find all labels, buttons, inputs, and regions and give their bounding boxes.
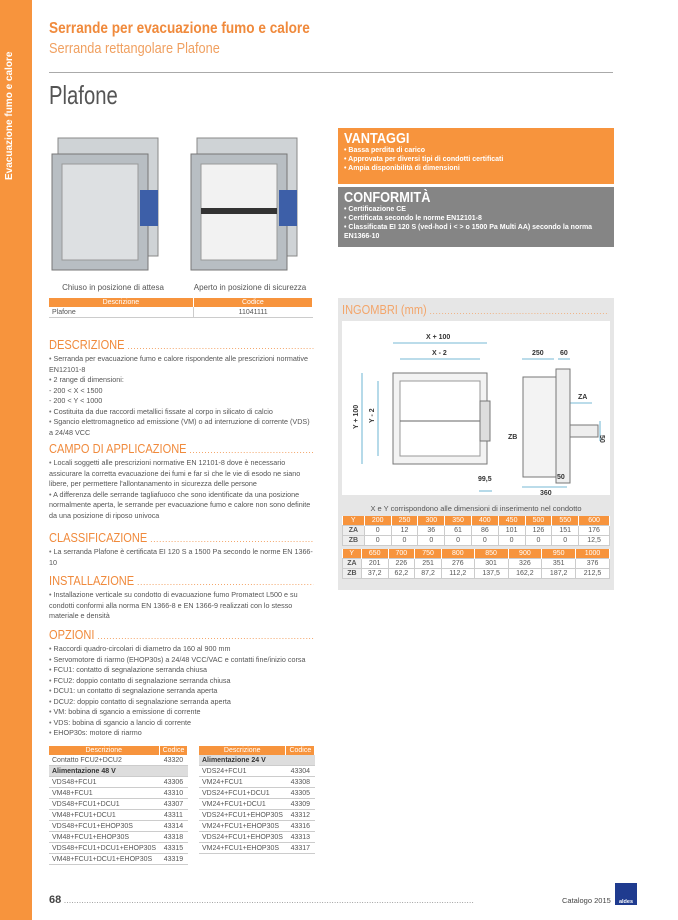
cell: 126 — [525, 526, 552, 536]
cell: 37,2 — [361, 569, 388, 579]
vantaggi-box — [338, 128, 614, 184]
cell: VM24+FCU1+EHOP30S — [199, 821, 286, 832]
cell: 43310 — [159, 788, 188, 799]
table-row — [49, 854, 188, 865]
catalog-label: Catalogo 2015 — [562, 896, 611, 905]
list-item: • 2 range di dimensioni: — [49, 375, 315, 386]
section-title: OPZIONI ..... — [49, 627, 314, 642]
list-item: • Approvata per diversi tipi di condotti certificati — [344, 155, 608, 164]
cell: 0 — [391, 536, 418, 546]
cell: 137,5 — [474, 569, 508, 579]
dimension-note: X e Y corrispondono alle dimensioni di inserimento nel condotto — [370, 504, 582, 513]
header-codice: Codice — [159, 746, 188, 755]
table-row — [49, 810, 188, 821]
y-header: 1000 — [576, 549, 610, 559]
table-row — [343, 526, 610, 536]
cell: 12 — [391, 526, 418, 536]
table-row — [49, 755, 188, 766]
list-item: • Costituita da due raccordi metallici fissate al corpo in silicato di calcio — [49, 407, 315, 418]
page-number: 68 — [49, 894, 62, 906]
cell: 43318 — [159, 832, 188, 843]
sidebar-stripe — [0, 0, 32, 920]
cell: 11041111 — [193, 307, 312, 318]
cell: VDS24+FCU1+DCU1 — [199, 788, 286, 799]
cell: 61 — [445, 526, 472, 536]
cell: VDS24+FCU1+EHOP30S — [199, 810, 286, 821]
cell: 226 — [388, 559, 415, 569]
cell: 43306 — [159, 777, 188, 788]
section-installazione — [49, 573, 315, 622]
box-title: VANTAGGI — [344, 130, 410, 147]
list-item: - 200 < X < 1500 — [49, 385, 103, 395]
cell: 326 — [508, 559, 542, 569]
cell: VDS24+FCU1+EHOP30S — [199, 832, 286, 843]
list-item: • Bassa perdita di carico — [344, 146, 608, 155]
cell: VM24+FCU1+EHOP30S — [199, 843, 286, 854]
group-row — [49, 766, 188, 777]
cell: 162,2 — [508, 569, 542, 579]
product-photo-open — [187, 130, 315, 278]
header-codice: Codice — [193, 298, 312, 307]
table-row — [199, 843, 315, 854]
cell: 12,5 — [579, 536, 610, 546]
cell: ZB — [343, 536, 365, 546]
list-item: • Certificata secondo le norme EN12101-8 — [344, 214, 608, 223]
table-row — [343, 536, 610, 546]
dim-label: ZB — [508, 434, 518, 441]
table-row — [199, 766, 315, 777]
list-item: • Installazione verticale su condotto di evacuazione fumo Promatect L500 e su condotti conformi alla norma EN 1366-8 e EN 1366-9 realizzati con lo stesso materiale e densità — [49, 590, 315, 622]
cell: 86 — [471, 526, 498, 536]
table-row — [199, 799, 315, 810]
cell: 112,2 — [441, 569, 474, 579]
cell: ZA — [343, 526, 365, 536]
list-item: • VM: bobina di sgancio a emissione di corrente — [49, 707, 315, 718]
cell: Contatto FCU2+DCU2 — [49, 755, 159, 766]
subtitle: Serranda rettangolare Plafone — [49, 40, 220, 57]
dim-label: ZA — [578, 394, 588, 401]
y-header: Y — [343, 549, 362, 559]
table-row — [199, 821, 315, 832]
cell: 36 — [418, 526, 445, 536]
cell: VDS48+FCU1+EHOP30S — [49, 821, 159, 832]
table-row — [49, 307, 313, 318]
table-row — [199, 788, 315, 799]
cell: 43309 — [286, 799, 315, 810]
header-descrizione: Descrizione — [49, 298, 193, 307]
y-header: 800 — [441, 549, 474, 559]
y-header: 250 — [391, 516, 418, 526]
cell: 62,2 — [388, 569, 415, 579]
cell: 43315 — [159, 843, 188, 854]
list-item: • Servomotore di riarmo (EHOP30s) a 24/48 VCC/VAC e contatti fine/inizio corsa — [49, 655, 315, 666]
cell: 212,5 — [576, 569, 610, 579]
caption-open: Aperto in posizione di sicurezza — [193, 283, 307, 292]
table-row — [49, 788, 188, 799]
conformita-box — [338, 187, 614, 247]
list-item: • DCU1: un contatto di segnalazione serranda aperta — [49, 686, 315, 697]
dim-label: 360 — [540, 490, 552, 495]
y-header: 400 — [471, 516, 498, 526]
list-item: • VDS: bobina di sgancio a lancio di corrente — [49, 718, 315, 729]
cell: 151 — [552, 526, 579, 536]
cell: VM24+FCU1+DCU1 — [199, 799, 286, 810]
dim-label: 50 — [557, 474, 565, 481]
section-title: DESCRIZIONE ..... — [49, 337, 314, 352]
list-item: • DCU2: doppio contatto di segnalazione serranda aperta — [49, 697, 315, 708]
y-header: 650 — [361, 549, 388, 559]
section-opzioni — [49, 627, 315, 739]
y-header: 550 — [552, 516, 579, 526]
cell: 187,2 — [542, 569, 576, 579]
cell: 43320 — [159, 755, 188, 766]
cell: 0 — [552, 536, 579, 546]
dim-label: 250 — [532, 350, 544, 357]
caption-closed: Chiuso in posizione di attesa — [62, 283, 164, 292]
cell: VM48+FCU1+DCU1 — [49, 810, 159, 821]
cell: 201 — [361, 559, 388, 569]
header-codice: Codice — [286, 746, 315, 755]
cell: VDS24+FCU1 — [199, 766, 286, 777]
product-photo-closed — [48, 130, 176, 278]
section-title: CLASSIFICAZIONE ..... — [49, 530, 314, 545]
divider — [49, 72, 613, 73]
list-item: • FCU1: contatto di segnalazione serranda chiusa — [49, 665, 315, 676]
y-header: Y — [343, 516, 365, 526]
cell: 351 — [542, 559, 576, 569]
cell: 43308 — [286, 777, 315, 788]
y-header: 700 — [388, 549, 415, 559]
list-item: • Serranda per evacuazione fumo e calore rispondente alle prescrizioni normative EN12101-8 — [49, 354, 315, 375]
cell: Plafone — [49, 307, 193, 318]
options-table-24v — [199, 746, 315, 854]
dim-label: 99,5 — [478, 476, 492, 483]
cell: 43304 — [286, 766, 315, 777]
list-item: • Sgancio elettromagnetico ad emissione (VM) o ad interruzione di corrente (VDS) a 24/48 VCC — [49, 417, 315, 438]
table-row — [49, 777, 188, 788]
y-header: 950 — [542, 549, 576, 559]
y-header: 200 — [364, 516, 391, 526]
table-row — [343, 559, 610, 569]
list-item: • A differenza delle serrande tagliafuoco che sono identificate da una posizione normalmente aperta, le serrande per evacuazione fumo e calore non sono definite da una posizione di riposo univoca — [49, 490, 315, 522]
y-header: 600 — [579, 516, 610, 526]
dim-label: Y - 2 — [369, 408, 376, 423]
cell: VM48+FCU1+EHOP30S — [49, 832, 159, 843]
cell: 0 — [445, 536, 472, 546]
section-campo — [49, 441, 315, 521]
list-item: • Locali soggetti alle prescrizioni normative EN 12101-8 dove è necessario assicurare la corretta evacuazione dei fumi e far sì che le vie di esodo ne siano libere, per permettere l'allontanamento in sicurezza delle persone — [49, 458, 315, 490]
code-table — [49, 298, 313, 318]
cell: ZA — [343, 559, 362, 569]
cell: 176 — [579, 526, 610, 536]
section-descrizione — [49, 337, 315, 438]
section-title: INGOMBRI (mm) ..... — [342, 302, 609, 317]
table-row — [49, 821, 188, 832]
list-item: • Raccordi quadro-circolari di diametro da 160 al 900 mm — [49, 644, 315, 655]
table-row — [49, 799, 188, 810]
list-item: • Classificata EI 120 S (ved-hod i < > o 1500 Pa Multi AA) secondo la norma EN1366-10 — [344, 223, 608, 241]
cell: 101 — [498, 526, 525, 536]
dimension-drawing — [342, 321, 610, 495]
dim-label: Y + 100 — [353, 404, 360, 429]
cell: 43313 — [286, 832, 315, 843]
cell: 0 — [471, 536, 498, 546]
footer: 68 .................................................................................................................................................................... — [49, 894, 474, 906]
header-descrizione: Descrizione — [49, 746, 159, 755]
list-item: • Certificazione CE — [344, 205, 608, 214]
list-item: • EHOP30s: motore di riarmo — [49, 728, 315, 739]
y-header: 900 — [508, 549, 542, 559]
section-title: CAMPO DI APPLICAZIONE ..... — [49, 441, 314, 456]
section-title: INSTALLAZIONE ..... — [49, 573, 314, 588]
sidebar-label: Evacuazione fumo e calore — [4, 51, 15, 180]
list-item: • FCU2: doppio contatto di segnalazione serranda chiusa — [49, 676, 315, 687]
y-header: 750 — [415, 549, 442, 559]
y-header: 350 — [445, 516, 472, 526]
cell: 251 — [415, 559, 442, 569]
y-header: 850 — [474, 549, 508, 559]
cell: 43317 — [286, 843, 315, 854]
dim-label: 50 — [598, 435, 605, 443]
cell: 0 — [418, 536, 445, 546]
cell: 43314 — [159, 821, 188, 832]
cell: 43316 — [286, 821, 315, 832]
logo-text: aldes — [618, 899, 634, 905]
list-item: - 200 < Y < 1000 — [49, 396, 103, 405]
dim-label: 60 — [560, 350, 568, 357]
options-table-48v — [49, 746, 188, 865]
cell: 43311 — [159, 810, 188, 821]
cell: VM24+FCU1 — [199, 777, 286, 788]
section-classificazione — [49, 530, 315, 568]
list-item: • La serranda Plafone è certificata EI 120 S a 1500 Pa secondo le norme EN 1366-10 — [49, 547, 315, 568]
cell: VDS48+FCU1+DCU1 — [49, 799, 159, 810]
z-table-2 — [342, 549, 610, 579]
cell: 0 — [525, 536, 552, 546]
aldes-logo — [615, 883, 637, 905]
cell: 376 — [576, 559, 610, 569]
group-label: Alimentazione 48 V — [49, 766, 188, 777]
cell: 43305 — [286, 788, 315, 799]
dim-label: X - 2 — [432, 350, 447, 357]
y-header: 300 — [418, 516, 445, 526]
ingombri-panel — [338, 298, 614, 590]
cell: 87,2 — [415, 569, 442, 579]
cell: 0 — [364, 526, 391, 536]
dim-label: X + 100 — [426, 334, 451, 341]
cell: VM48+FCU1 — [49, 788, 159, 799]
cell: 0 — [364, 536, 391, 546]
cell: VM48+FCU1+DCU1+EHOP30S — [49, 854, 159, 865]
group-label: Alimentazione 24 V — [199, 755, 315, 766]
page-title: Plafone — [49, 80, 118, 110]
table-row — [199, 832, 315, 843]
table-row — [199, 810, 315, 821]
table-row — [199, 777, 315, 788]
cell: 43319 — [159, 854, 188, 865]
y-header: 450 — [498, 516, 525, 526]
cell: VDS48+FCU1+DCU1+EHOP30S — [49, 843, 159, 854]
cell: 301 — [474, 559, 508, 569]
box-title: CONFORMITÀ — [344, 189, 431, 206]
cell: 43307 — [159, 799, 188, 810]
table-row — [343, 569, 610, 579]
cell: 276 — [441, 559, 474, 569]
table-row — [49, 832, 188, 843]
table-row — [49, 843, 188, 854]
z-table-1 — [342, 516, 610, 546]
header-descrizione: Descrizione — [199, 746, 286, 755]
cell: ZB — [343, 569, 362, 579]
list-item: • Ampia disponibilità di dimensioni — [344, 164, 608, 173]
cell: 43312 — [286, 810, 315, 821]
cell: 0 — [498, 536, 525, 546]
y-header: 500 — [525, 516, 552, 526]
group-row — [199, 755, 315, 766]
cell: VDS48+FCU1 — [49, 777, 159, 788]
category-title: Serrande per evacuazione fumo e calore — [49, 20, 310, 37]
